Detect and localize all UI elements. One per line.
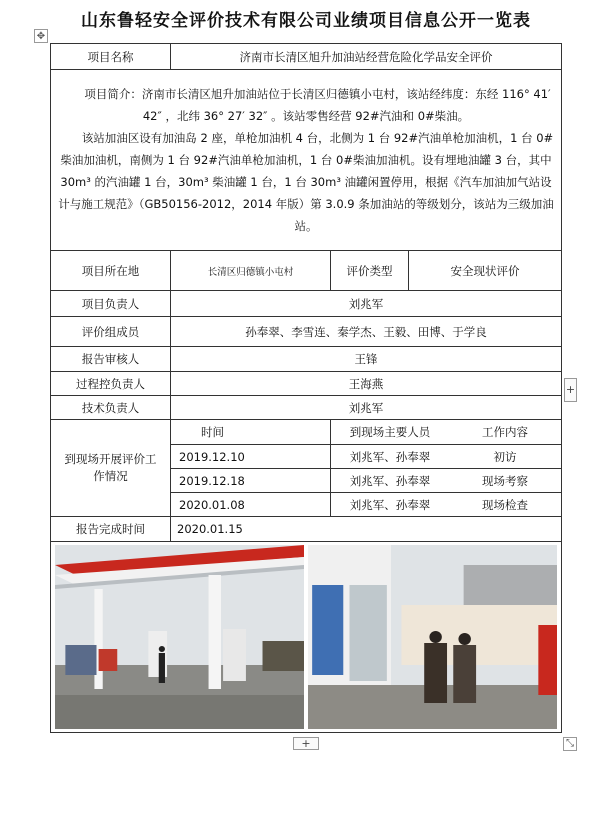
members-label: 评价组成员 (51, 317, 171, 347)
site-header-people: 到现场主要人员 (349, 425, 431, 439)
site-row-people: 刘兆军、孙奉翠 (349, 449, 431, 464)
intro-paragraph-1: 项目简介：济南市长清区旭升加油站位于长清区归德镇小屯村，该站经纬度：东经 116° 41′ 42″ ，北纬 36° 27′ 32″ 。该站零售经营 92#汽油和 0#柴油。 (84, 87, 551, 123)
site-row-time: 2020.01.08 (171, 493, 331, 517)
site-row-content: 现场考察 (482, 473, 528, 488)
reviewer-value: 王锋 (171, 347, 562, 372)
row-report-date (51, 517, 562, 542)
site-row-time: 2019.12.10 (171, 445, 331, 469)
row-members (51, 317, 562, 347)
add-column-button[interactable]: + (564, 378, 577, 402)
intro-paragraph-2: 该站加油区设有加油岛 2 座，单枪加油机 4 台，北侧为 1 台 92#汽油单枪加油机，1 台 0#柴油加油机，南侧为 1 台 92#汽油单枪加油机，1 台 0#柴油加油机。设有埋地油罐 3 台，其中 30m³ 的汽油罐 1 台，30m³ 柴油罐 1 台，1 台 30m³ 油罐闲置停用，根据《汽车加油加气站设计与施工规范》（GB50156-2012，2014 年版）第 3.0.9 条加油站的等级划分，该站为三级加油站。 (58, 131, 554, 233)
project-name-value: 济南市长清区旭升加油站经营危险化学品安全评价 (171, 44, 562, 70)
leader-value: 刘兆军 (171, 291, 562, 317)
project-name-label: 项目名称 (51, 44, 171, 70)
reviewer-label: 报告审核人 (51, 347, 171, 372)
document-title: 山东鲁轻安全评价技术有限公司业绩项目信息公开一览表 (81, 11, 531, 31)
eval-type-label: 评价类型 (331, 251, 409, 291)
row-photos (51, 542, 562, 733)
eval-type-value: 安全现状评价 (409, 251, 562, 291)
leader-label: 项目负责人 (51, 291, 171, 317)
table-move-handle-icon[interactable]: ✥ (34, 29, 48, 43)
site-row-people-content (331, 469, 562, 493)
members-value: 孙奉翠、李雪连、秦学杰、王毅、田博、于学良 (171, 317, 562, 347)
row-location (51, 251, 562, 291)
location-label: 项目所在地 (51, 251, 171, 291)
tech-value: 刘兆军 (171, 396, 562, 420)
location-value: 长清区归德镇小屯村 (171, 251, 331, 291)
site-row-time: 2019.12.18 (171, 469, 331, 493)
row-tech (51, 396, 562, 420)
project-intro-cell (51, 70, 562, 251)
site-header-time: 时间 (171, 420, 331, 445)
site-header-row (51, 420, 562, 445)
row-leader (51, 291, 562, 317)
site-row-people-content (331, 493, 562, 517)
add-row-button[interactable]: + (293, 737, 319, 750)
site-work-label: 到现场开展评价工作情况 (51, 420, 171, 517)
row-project-intro (51, 70, 562, 251)
site-row-people: 刘兆军、孙奉翠 (349, 473, 431, 488)
table-resize-handle-icon[interactable]: ⤡ (563, 737, 577, 751)
process-label: 过程控负责人 (51, 372, 171, 396)
row-reviewer (51, 347, 562, 372)
report-date-value: 2020.01.15 (171, 517, 562, 542)
site-row-content: 初访 (493, 449, 517, 464)
report-date-label: 报告完成时间 (51, 517, 171, 542)
site-row-people-content (331, 445, 562, 469)
site-row-content: 现场检查 (482, 497, 528, 512)
photo-cell (51, 542, 562, 733)
gas-station-canopy-photo (55, 545, 304, 729)
row-project-name (51, 44, 562, 70)
site-row-people: 刘兆军、孙奉翠 (349, 497, 431, 512)
project-info-table (50, 43, 562, 733)
station-building-photo (308, 545, 557, 729)
process-value: 王海燕 (171, 372, 562, 396)
row-process (51, 372, 562, 396)
site-header-content: 工作内容 (482, 425, 528, 439)
site-header-people-content (331, 420, 562, 445)
tech-label: 技术负责人 (51, 396, 171, 420)
